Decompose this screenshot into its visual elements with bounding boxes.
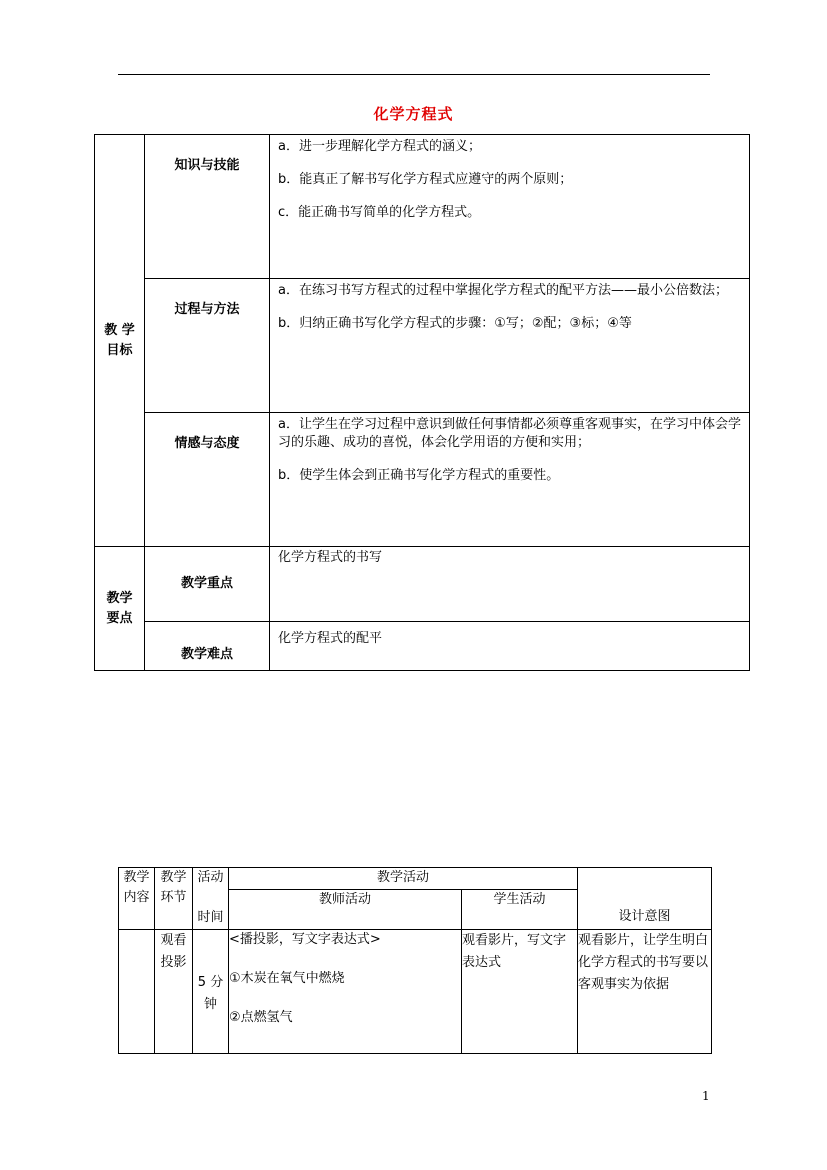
header-activity: 教学活动 (229, 868, 578, 890)
page-number: 1 (702, 1089, 710, 1103)
attitude-line-a: a．让学生在学习过程中意识到做任何事情都必须尊重客观事实，在学习中体会学习的乐趣、成功的喜悦，体会化学用语的方便和实用； (278, 417, 741, 450)
objectives-table (94, 134, 750, 671)
aspect-key-point: 教学重点 (145, 547, 270, 622)
aspect-process: 过程与方法 (145, 279, 270, 413)
activity-table (118, 867, 712, 1054)
process-line-a: a．在练习书写方程式的过程中掌握化学方程式的配平方法——最小公倍数法； (278, 283, 728, 298)
header-student: 学生活动 (462, 890, 578, 930)
row-content (119, 930, 155, 1054)
knowledge-line-a: a．进一步理解化学方程式的涵义； (278, 139, 481, 154)
row-time: 5 分 钟 (193, 930, 229, 1054)
header-stage: 教学 环节 (155, 868, 193, 930)
attitude-content (270, 413, 750, 547)
header-rule (118, 74, 710, 75)
row-teacher (229, 930, 462, 1054)
key-points-label: 教学 要点 (95, 547, 145, 671)
knowledge-line-b: b．能真正了解书写化学方程式应遵守的两个原则； (278, 172, 573, 187)
key-point-content: 化学方程式的书写 (270, 547, 750, 622)
difficulty-content: 化学方程式的配平 (270, 622, 750, 671)
teacher-line-2: ①木炭在氧气中燃烧 (229, 971, 345, 986)
knowledge-line-c: c．能正确书写简单的化学方程式。 (278, 205, 481, 220)
row-intent: 观看影片，让学生明白化学方程式的书写要以客观事实为依据 (578, 930, 712, 1054)
aspect-knowledge: 知识与技能 (145, 135, 270, 279)
page-title: 化学方程式 (373, 105, 454, 123)
knowledge-content (270, 135, 750, 279)
header-intent: 设计意图 (578, 868, 712, 930)
header-time: 活动 时间 (193, 868, 229, 930)
row-student: 观看影片，写文字表达式 (462, 930, 578, 1054)
aspect-difficulty: 教学难点 (145, 622, 270, 671)
teacher-line-1: <播投影，写文字表达式> (229, 932, 381, 947)
objectives-label: 教 学 目标 (95, 135, 145, 547)
process-line-b: b．归纳正确书写化学方程式的步骤：①写；②配；③标；④等 (278, 316, 632, 331)
teacher-line-3: ②点燃氢气 (229, 1010, 293, 1025)
process-content (270, 279, 750, 413)
header-content: 教学 内容 (119, 868, 155, 930)
attitude-line-b: b．使学生体会到正确书写化学方程式的重要性。 (278, 468, 560, 483)
header-teacher: 教师活动 (229, 890, 462, 930)
row-stage: 观看 投影 (155, 930, 193, 1054)
aspect-attitude: 情感与态度 (145, 413, 270, 547)
